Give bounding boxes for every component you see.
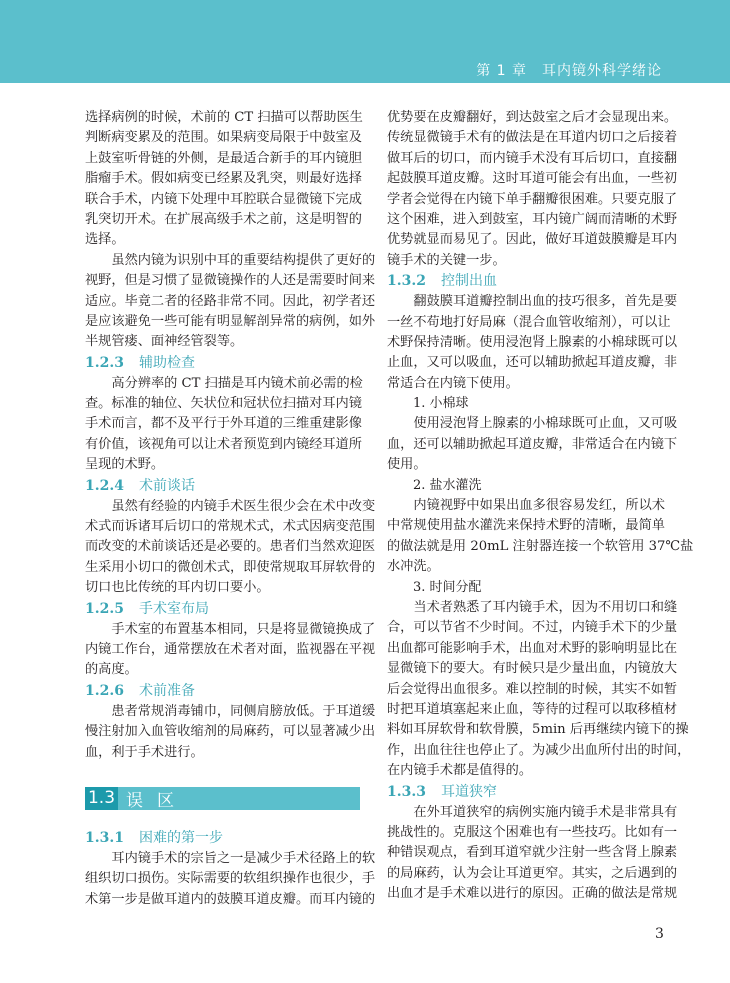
section-heading	[387, 271, 665, 292]
text-line: 术第一步是做耳道内的鼓膜耳道皮瓣。而耳内镜的	[85, 891, 376, 907]
text-line: 虽然内镜为识别中耳的重要结构提供了更好的	[111, 252, 376, 268]
paragraph	[387, 598, 691, 782]
text-line: 使用。	[387, 457, 427, 473]
text-line: 血，还可以辅助掀起耳道皮瓣，非常适合在内镜下	[387, 436, 678, 452]
text-line: 适应。毕竟二者的径路非常不同。因此，初学者还	[85, 293, 376, 309]
text-line: 合，可以节省不少时间。不过，内镜手术下的少量	[387, 620, 678, 636]
banner-title: 误区	[126, 790, 188, 811]
text-line: 视野，但是习惯了显微镜操作的人还是需要时间来	[85, 273, 376, 289]
section-number: 1.2.6	[85, 682, 124, 699]
paragraph	[85, 108, 363, 251]
section-title: 控制出血	[441, 273, 497, 290]
text-line: 料如耳屏软骨和软骨膜，5min 后再继续内镜下的操	[387, 722, 689, 738]
text-line: 学者会觉得在内镜下单手翻瓣很困难。只要克服了	[387, 191, 678, 207]
paragraph	[85, 702, 376, 763]
text-line: 做耳后的切口，而内镜手术没有耳后切口，直接翻	[387, 150, 678, 166]
text-line: 一丝不苟地打好局麻（混合血管收缩剂），可以让	[387, 314, 671, 330]
text-line: 手术而言，都不及平行于外耳道的三维重建影像	[85, 416, 362, 432]
text-line: 常适合在内镜下使用。	[387, 375, 519, 391]
section-title: 困难的第一步	[139, 829, 223, 846]
text-line: 镜手术的关键一步。	[387, 252, 506, 268]
section-number: 1.3.2	[387, 273, 426, 290]
subheading: 3. 时间分配	[413, 579, 482, 595]
text-line: 出血都可能影响手术，出血对术野的影响明显比在	[387, 640, 678, 656]
text-line: 后会觉得出血很多。难以控制的时候，其实不如暂	[387, 681, 678, 697]
text-line: 的高度。	[85, 662, 138, 678]
text-line: 耳内镜手术的宗旨之一是减少手术径路上的软	[111, 850, 376, 866]
text-line: 手术室的布置基本相同，只是将显微镜换成了	[111, 621, 376, 637]
text-line: 的局麻药，认为会让耳道更窄。其实，之后遇到的	[387, 865, 678, 881]
paragraph	[85, 497, 376, 599]
paragraph	[387, 803, 678, 905]
text-line: 血，利于手术进行。	[85, 744, 204, 760]
subheading: 2. 盐水灌洗	[413, 477, 482, 493]
paragraph	[85, 620, 376, 681]
text-line: 术式而诉诸耳后切口的常规术式，术式因病变范围	[85, 519, 376, 535]
text-line: 乳突切开术。在扩展高级手术之前，这是明智的	[85, 211, 362, 227]
section-number: 1.2.5	[85, 600, 124, 617]
section-heading	[85, 599, 360, 620]
text-line: 优势就显而易见了。因此，做好耳道鼓膜瓣是耳内	[387, 232, 678, 248]
section-heading	[85, 353, 360, 374]
text-line: 出血才是手术难以进行的原因。正确的做法是常规	[387, 886, 678, 902]
text-line: 种错误观点，看到耳道窄就少注射一些含肾上腺素	[387, 845, 678, 861]
section-title: 辅助检查	[139, 354, 195, 371]
text-line: 高分辨率的 CT 扫描是耳内镜术前必需的检	[111, 375, 363, 391]
text-line: 切口也比传统的耳内切口要小。	[85, 580, 270, 596]
section-heading	[85, 681, 360, 702]
section-heading	[85, 828, 360, 849]
text-line: 挑战性的。克服这个困难也有一些技巧。比如有一	[387, 824, 678, 840]
text-line: 查。标准的轴位、矢状位和冠状位扫描对耳内镜	[85, 396, 362, 412]
section-heading	[387, 782, 665, 803]
section-title: 术前谈话	[139, 477, 195, 494]
text-line: 优势要在皮瓣翻好，到达鼓室之后才会显现出来。	[387, 110, 678, 125]
text-line: 这个困难，进入到鼓室，耳内镜广阔而清晰的术野	[387, 211, 678, 227]
section-banner	[85, 787, 360, 810]
text-line: 是应该避免一些可能有明显解剖异常的病例，如外	[85, 313, 376, 329]
section-number: 1.2.4	[85, 477, 124, 494]
paragraph	[387, 414, 678, 475]
text-line: 在外耳道狭窄的病例实施内镜手术是非常具有	[413, 804, 678, 820]
text-line: 而改变的术前谈话还是必要的。患者们当然欢迎医	[85, 539, 376, 555]
text-line: 在内镜手术都是值得的。	[387, 763, 533, 779]
section-heading	[85, 476, 360, 497]
paragraph	[387, 108, 678, 271]
section-number: 1.3.1	[85, 829, 124, 846]
text-line: 脂瘤手术。假如病变已经累及乳突，则最好选择	[85, 171, 362, 187]
text-line: 呈现的术野。	[85, 457, 165, 473]
paragraph	[85, 374, 363, 476]
text-line: 翻鼓膜耳道瓣控制出血的技巧很多，首先是要	[413, 294, 678, 310]
paragraph	[85, 251, 376, 353]
left-column	[85, 108, 376, 910]
section-title: 耳道狭窄	[441, 783, 497, 800]
chapter-title: 第 1 章 耳内镜外科学绪论	[476, 63, 662, 79]
paragraph	[85, 849, 376, 910]
text-line: 使用浸泡肾上腺素的小棉球既可止血，又可吸	[413, 416, 678, 432]
banner-number: 1.3	[85, 787, 118, 810]
text-line: 虽然有经验的内镜手术医生很少会在术中改变	[111, 498, 376, 514]
text-line: 作，出血往往也停止了。为减少出血所付出的时间，	[387, 742, 691, 758]
section-number: 1.3.3	[387, 783, 426, 800]
section-number: 1.2.3	[85, 354, 124, 371]
chapter-header-band	[0, 0, 730, 83]
section-title: 术前准备	[139, 682, 195, 699]
text-line: 止血，又可以吸血，还可以辅助掀起耳道皮瓣，非	[387, 355, 678, 371]
text-line: 起鼓膜耳道皮瓣。这时耳道可能会有出血，一些初	[387, 171, 678, 187]
text-line: 生采用小切口的微创术式，即使常规取耳屏软骨的	[85, 559, 376, 575]
text-line: 内镜视野中如果出血多很容易发红，所以术	[413, 498, 665, 514]
text-line: 半规管瘘、面神经管裂等。	[85, 334, 244, 350]
text-line: 术野保持清晰。使用浸泡肾上腺素的小棉球既可以	[387, 334, 678, 350]
section-title: 手术室布局	[139, 600, 209, 617]
subheading: 1. 小棉球	[413, 396, 469, 412]
text-line: 传统显微镜手术有的做法是在耳道内切口之后接着	[387, 130, 678, 146]
text-line: 选择。	[85, 232, 125, 248]
text-line: 联合手术，内镜下处理中耳腔联合显微镜下完成	[85, 191, 362, 207]
text-line: 水冲洗。	[387, 559, 440, 575]
right-column	[387, 108, 694, 904]
text-line: 判断病变累及的范围。如果病变局限于中鼓室及	[85, 130, 362, 146]
text-line: 有价值，该视角可以让术者预览到内镜经耳道所	[85, 436, 362, 452]
text-line: 患者常规消毒铺巾，同侧肩膀放低。于耳道缓	[111, 703, 376, 719]
text-line: 上鼓室听骨链的外侧，是最适合新手的耳内镜胆	[85, 150, 362, 166]
text-line: 时把耳道填塞起来止血，等待的过程可以取移植材	[387, 701, 678, 717]
text-line: 组织切口损伤。实际需要的软组织操作也很少，手	[85, 871, 376, 887]
text-line: 中常规使用盐水灌洗来保持术野的清晰，最简单	[387, 518, 665, 534]
text-line: 慢注射加入血管收缩剂的局麻药，可以显著减少出	[85, 724, 376, 740]
text-line: 内镜工作台，通常摆放在术者对面，监视器在平视	[85, 641, 376, 657]
text-line: 显微镜下的要大。有时候只是少量出血，内镜放大	[387, 661, 678, 677]
text-line: 的做法就是用 20mL 注射器连接一个软管用 37℃盐	[387, 538, 694, 554]
paragraph	[387, 496, 694, 578]
text-line: 当术者熟悉了耳内镜手术，因为不用切口和缝	[413, 599, 678, 615]
page-number: 3	[655, 926, 664, 942]
paragraph	[387, 292, 678, 394]
text-line: 选择病例的时候，术前的 CT 扫描可以帮助医生	[85, 110, 363, 125]
